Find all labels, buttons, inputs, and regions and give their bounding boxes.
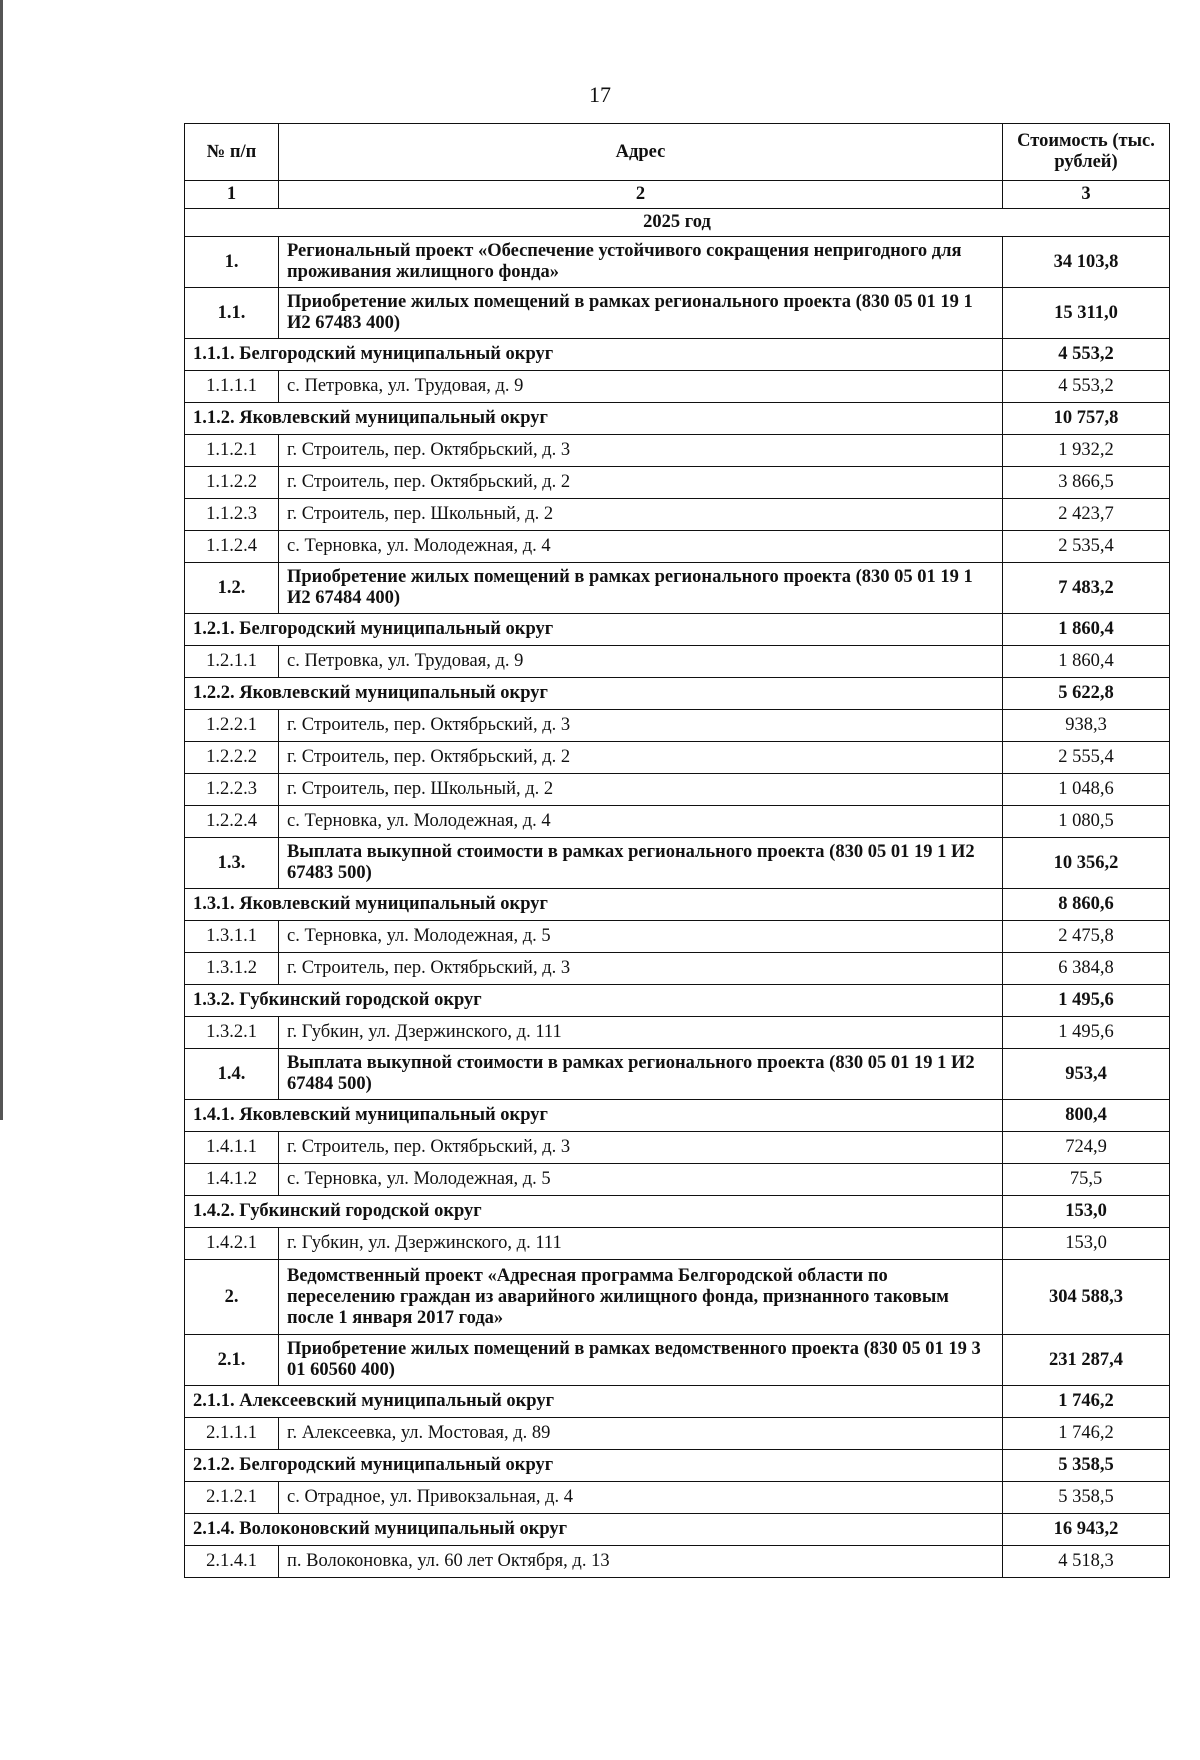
address-cost: 153,0	[1003, 1228, 1170, 1260]
year-row	[185, 209, 1170, 237]
address-text: с. Отрадное, ул. Привокзальная, д. 4	[279, 1482, 1003, 1514]
address-text: с. Терновка, ул. Молодежная, д. 5	[279, 1164, 1003, 1196]
address-text: г. Губкин, ул. Дзержинского, д. 111	[279, 1228, 1003, 1260]
address-text: г. Строитель, пер. Школьный, д. 2	[279, 774, 1003, 806]
project-title: Выплата выкупной стоимости в рамках регионального проекта (830 05 01 19 1 И2 67483 500)	[279, 838, 1003, 889]
district-title: 1.1.2. Яковлевский муниципальный округ	[185, 403, 1003, 435]
project-cost: 953,4	[1003, 1049, 1170, 1100]
project-row	[185, 1049, 1170, 1100]
district-row	[185, 1450, 1170, 1482]
address-row	[185, 646, 1170, 678]
address-text: г. Строитель, пер. Октябрьский, д. 2	[279, 742, 1003, 774]
scan-edge	[0, 0, 3, 1120]
address-row	[185, 921, 1170, 953]
address-text: г. Строитель, пер. Октябрьский, д. 3	[279, 953, 1003, 985]
row-number: 1.	[185, 237, 279, 288]
column-index-1: 1	[185, 181, 279, 209]
address-row	[185, 1164, 1170, 1196]
project-title: Приобретение жилых помещений в рамках регионального проекта (830 05 01 19 1 И2 67484 400)	[279, 563, 1003, 614]
address-row	[185, 1546, 1170, 1578]
district-title: 1.3.2. Губкинский городской округ	[185, 985, 1003, 1017]
address-text: с. Терновка, ул. Молодежная, д. 4	[279, 531, 1003, 563]
district-cost: 8 860,6	[1003, 889, 1170, 921]
district-cost: 4 553,2	[1003, 339, 1170, 371]
row-number: 1.2.	[185, 563, 279, 614]
project-row	[185, 838, 1170, 889]
row-number: 1.2.2.1	[185, 710, 279, 742]
district-cost: 800,4	[1003, 1100, 1170, 1132]
project-cost: 34 103,8	[1003, 237, 1170, 288]
district-row	[185, 1196, 1170, 1228]
row-number: 2.1.4.1	[185, 1546, 279, 1578]
address-row	[185, 953, 1170, 985]
address-text: с. Терновка, ул. Молодежная, д. 4	[279, 806, 1003, 838]
district-row	[185, 889, 1170, 921]
district-row	[185, 339, 1170, 371]
address-row	[185, 1418, 1170, 1450]
district-title: 1.1.1. Белгородский муниципальный округ	[185, 339, 1003, 371]
district-row	[185, 678, 1170, 710]
district-cost: 10 757,8	[1003, 403, 1170, 435]
district-row	[185, 1386, 1170, 1418]
column-header-address: Адрес	[279, 124, 1003, 181]
address-text: г. Строитель, пер. Школьный, д. 2	[279, 499, 1003, 531]
address-cost: 1 495,6	[1003, 1017, 1170, 1049]
row-number: 2.1.1.1	[185, 1418, 279, 1450]
row-number: 1.2.1.1	[185, 646, 279, 678]
project-title: Выплата выкупной стоимости в рамках регионального проекта (830 05 01 19 1 И2 67484 500)	[279, 1049, 1003, 1100]
project-cost: 231 287,4	[1003, 1335, 1170, 1386]
address-text: г. Губкин, ул. Дзержинского, д. 111	[279, 1017, 1003, 1049]
address-cost: 4 553,2	[1003, 371, 1170, 403]
district-title: 2.1.4. Волоконовский муниципальный округ	[185, 1514, 1003, 1546]
row-number: 1.4.	[185, 1049, 279, 1100]
address-text: г. Строитель, пер. Октябрьский, д. 3	[279, 1132, 1003, 1164]
project-cost: 304 588,3	[1003, 1260, 1170, 1335]
address-text: г. Строитель, пер. Октябрьский, д. 2	[279, 467, 1003, 499]
row-number: 2.	[185, 1260, 279, 1335]
project-row	[185, 1335, 1170, 1386]
project-row	[185, 1260, 1170, 1335]
row-number: 1.1.	[185, 288, 279, 339]
project-row	[185, 237, 1170, 288]
address-cost: 6 384,8	[1003, 953, 1170, 985]
address-text: с. Петровка, ул. Трудовая, д. 9	[279, 371, 1003, 403]
column-index-3: 3	[1003, 181, 1170, 209]
column-index-row	[185, 181, 1170, 209]
address-cost: 1 932,2	[1003, 435, 1170, 467]
address-cost: 5 358,5	[1003, 1482, 1170, 1514]
address-row	[185, 435, 1170, 467]
address-text: с. Терновка, ул. Молодежная, д. 5	[279, 921, 1003, 953]
column-header-number: № п/п	[185, 124, 279, 181]
address-cost: 2 475,8	[1003, 921, 1170, 953]
row-number: 1.1.2.3	[185, 499, 279, 531]
row-number: 1.2.2.3	[185, 774, 279, 806]
row-number: 1.4.2.1	[185, 1228, 279, 1260]
address-row	[185, 1228, 1170, 1260]
project-title: Региональный проект «Обеспечение устойчивого сокращения непригодного для проживания жилищного фонда»	[279, 237, 1003, 288]
address-program-table	[184, 123, 1170, 1578]
district-title: 2.1.2. Белгородский муниципальный округ	[185, 1450, 1003, 1482]
project-row	[185, 288, 1170, 339]
row-number: 1.3.2.1	[185, 1017, 279, 1049]
row-number: 2.1.2.1	[185, 1482, 279, 1514]
address-cost: 4 518,3	[1003, 1546, 1170, 1578]
row-number: 1.1.2.2	[185, 467, 279, 499]
district-cost: 5 358,5	[1003, 1450, 1170, 1482]
district-row	[185, 1100, 1170, 1132]
address-cost: 1 080,5	[1003, 806, 1170, 838]
address-text: п. Волоконовка, ул. 60 лет Октября, д. 13	[279, 1546, 1003, 1578]
address-cost: 1 048,6	[1003, 774, 1170, 806]
district-title: 1.3.1. Яковлевский муниципальный округ	[185, 889, 1003, 921]
address-row	[185, 499, 1170, 531]
address-cost: 3 866,5	[1003, 467, 1170, 499]
project-title: Приобретение жилых помещений в рамках ведомственного проекта (830 05 01 19 3 01 60560 400)	[279, 1335, 1003, 1386]
district-title: 1.4.1. Яковлевский муниципальный округ	[185, 1100, 1003, 1132]
row-number: 1.2.2.2	[185, 742, 279, 774]
address-text: г. Алексеевка, ул. Мостовая, д. 89	[279, 1418, 1003, 1450]
district-title: 1.4.2. Губкинский городской округ	[185, 1196, 1003, 1228]
address-text: г. Строитель, пер. Октябрьский, д. 3	[279, 435, 1003, 467]
column-index-2: 2	[279, 181, 1003, 209]
row-number: 1.4.1.2	[185, 1164, 279, 1196]
row-number: 1.1.2.1	[185, 435, 279, 467]
district-cost: 1 495,6	[1003, 985, 1170, 1017]
address-text: г. Строитель, пер. Октябрьский, д. 3	[279, 710, 1003, 742]
district-row	[185, 403, 1170, 435]
row-number: 2.1.	[185, 1335, 279, 1386]
address-cost: 724,9	[1003, 1132, 1170, 1164]
year-label: 2025 год	[185, 209, 1170, 237]
address-cost: 2 555,4	[1003, 742, 1170, 774]
district-row	[185, 1514, 1170, 1546]
district-cost: 1 860,4	[1003, 614, 1170, 646]
address-cost: 75,5	[1003, 1164, 1170, 1196]
project-row	[185, 563, 1170, 614]
row-number: 1.1.2.4	[185, 531, 279, 563]
address-row	[185, 710, 1170, 742]
district-cost: 5 622,8	[1003, 678, 1170, 710]
column-header-cost: Стоимость (тыс. рублей)	[1003, 124, 1170, 181]
address-cost: 938,3	[1003, 710, 1170, 742]
row-number: 1.1.1.1	[185, 371, 279, 403]
district-cost: 16 943,2	[1003, 1514, 1170, 1546]
project-cost: 10 356,2	[1003, 838, 1170, 889]
address-cost: 1 746,2	[1003, 1418, 1170, 1450]
address-row	[185, 371, 1170, 403]
address-row	[185, 1482, 1170, 1514]
district-cost: 1 746,2	[1003, 1386, 1170, 1418]
address-row	[185, 742, 1170, 774]
address-row	[185, 467, 1170, 499]
table-header-row	[185, 124, 1170, 181]
project-cost: 7 483,2	[1003, 563, 1170, 614]
row-number: 1.2.2.4	[185, 806, 279, 838]
address-row	[185, 1017, 1170, 1049]
address-cost: 2 423,7	[1003, 499, 1170, 531]
district-cost: 153,0	[1003, 1196, 1170, 1228]
district-row	[185, 985, 1170, 1017]
row-number: 1.3.1.1	[185, 921, 279, 953]
project-cost: 15 311,0	[1003, 288, 1170, 339]
address-row	[185, 774, 1170, 806]
project-title: Ведомственный проект «Адресная программа Белгородской области по переселению граждан из аварийного жилищного фонда, признанного таковым после 1 января 2017 года»	[279, 1260, 1003, 1335]
address-cost: 2 535,4	[1003, 531, 1170, 563]
address-row	[185, 531, 1170, 563]
row-number: 1.3.1.2	[185, 953, 279, 985]
project-title: Приобретение жилых помещений в рамках регионального проекта (830 05 01 19 1 И2 67483 400)	[279, 288, 1003, 339]
address-row	[185, 1132, 1170, 1164]
address-text: с. Петровка, ул. Трудовая, д. 9	[279, 646, 1003, 678]
row-number: 1.4.1.1	[185, 1132, 279, 1164]
district-row	[185, 614, 1170, 646]
row-number: 1.3.	[185, 838, 279, 889]
district-title: 2.1.1. Алексеевский муниципальный округ	[185, 1386, 1003, 1418]
district-title: 1.2.1. Белгородский муниципальный округ	[185, 614, 1003, 646]
district-title: 1.2.2. Яковлевский муниципальный округ	[185, 678, 1003, 710]
page-number: 17	[589, 82, 611, 107]
address-cost: 1 860,4	[1003, 646, 1170, 678]
address-row	[185, 806, 1170, 838]
